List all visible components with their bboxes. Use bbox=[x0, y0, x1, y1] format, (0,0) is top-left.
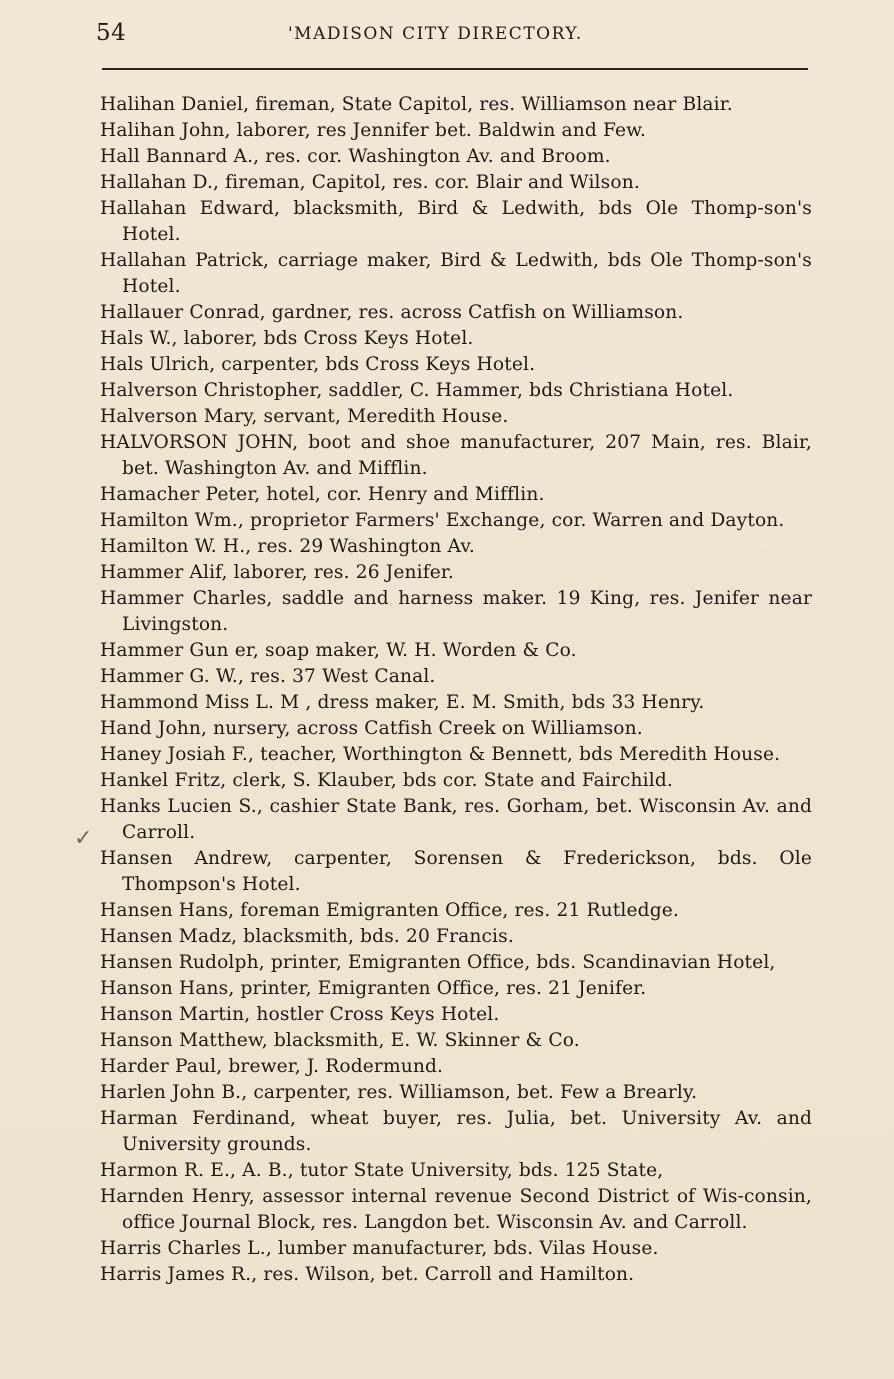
directory-entry: Harman Ferdinand, wheat buyer, res. Julia, bet. University Av. and University grounds. bbox=[100, 1108, 812, 1155]
directory-entry: Hals W., laborer, bds Cross Keys Hotel. bbox=[100, 328, 474, 349]
directory-entry: Harder Paul, brewer, J. Rodermund. bbox=[100, 1056, 444, 1077]
directory-entry: Hamacher Peter, hotel, cor. Henry and Mifflin. bbox=[100, 484, 545, 505]
directory-entry: Harris Charles L., lumber manufacturer, bds. Vilas House. bbox=[100, 1238, 659, 1259]
directory-entry: Hanks Lucien S., cashier State Bank, res. Gorham, bet. Wisconsin Av. and Carroll. bbox=[100, 796, 812, 843]
directory-entry: Hammer Alif, laborer, res. 26 Jenifer. bbox=[100, 562, 454, 583]
directory-entry: Harnden Henry, assessor internal revenue Second District of Wis-consin, office Journal Block, res. Langdon bet. Wisconsin Av. and Carroll. bbox=[100, 1186, 812, 1233]
directory-entry: Hansen Hans, foreman Emigranten Office, res. 21 Rutledge. bbox=[100, 900, 679, 921]
directory-entry: Hand John, nursery, across Catfish Creek on Williamson. bbox=[100, 718, 643, 739]
directory-entry: Hanson Matthew, blacksmith, E. W. Skinner & Co. bbox=[100, 1030, 580, 1051]
directory-entry: Hammer Gun er, soap maker, W. H. Worden & Co. bbox=[100, 640, 577, 661]
directory-entry: Hall Bannard A., res. cor. Washington Av. and Broom. bbox=[100, 146, 611, 167]
directory-entry: Hankel Fritz, clerk, S. Klauber, bds cor. State and Fairchild. bbox=[100, 770, 673, 791]
running-title: 'MADISON CITY DIRECTORY. bbox=[288, 24, 583, 44]
page-number: 54 bbox=[96, 20, 127, 46]
directory-entry: Hammer Charles, saddle and harness maker. 19 King, res. Jenifer near Livingston. bbox=[100, 588, 812, 635]
directory-entry: Hanson Martin, hostler Cross Keys Hotel. bbox=[100, 1004, 500, 1025]
header-rule bbox=[102, 68, 808, 70]
directory-entry: Hallahan Edward, blacksmith, Bird & Ledwith, bds Ole Thomp-son's Hotel. bbox=[100, 198, 812, 245]
directory-entry: Haney Josiah F., teacher, Worthington & Bennett, bds Meredith House. bbox=[100, 744, 781, 765]
directory-entries bbox=[100, 92, 812, 1288]
directory-entry: Hamilton Wm., proprietor Farmers' Exchange, cor. Warren and Dayton. bbox=[100, 510, 785, 531]
directory-entry: HALVORSON JOHN, boot and shoe manufacturer, 207 Main, res. Blair, bet. Washington Av. and Mifflin. bbox=[100, 432, 812, 479]
directory-entry: Harmon R. E., A. B., tutor State University, bds. 125 State, bbox=[100, 1160, 664, 1181]
directory-entry: Harlen John B., carpenter, res. Williamson, bet. Few a Brearly. bbox=[100, 1082, 698, 1103]
directory-entry: Halihan John, laborer, res Jennifer bet. Baldwin and Few. bbox=[100, 120, 647, 141]
directory-entry: Hals Ulrich, carpenter, bds Cross Keys Hotel. bbox=[100, 354, 536, 375]
directory-entry: Hansen Andrew, carpenter, Sorensen & Frederickson, bds. Ole Thompson's Hotel. bbox=[100, 848, 812, 895]
directory-entry: Hansen Rudolph, printer, Emigranten Office, bds. Scandinavian Hotel, bbox=[100, 952, 776, 973]
directory-entry: Halverson Christopher, saddler, C. Hammer, bds Christiana Hotel. bbox=[100, 380, 734, 401]
directory-entry: Hammer G. W., res. 37 West Canal. bbox=[100, 666, 436, 687]
directory-entry: Hammond Miss L. M , dress maker, E. M. Smith, bds 33 Henry. bbox=[100, 692, 705, 713]
directory-entry: Hallahan Patrick, carriage maker, Bird & Ledwith, bds Ole Thomp-son's Hotel. bbox=[100, 250, 812, 297]
margin-checkmark-icon: ✓ bbox=[74, 826, 93, 851]
directory-entry: Hamilton W. H., res. 29 Washington Av. bbox=[100, 536, 475, 557]
directory-entry: Harris James R., res. Wilson, bet. Carroll and Hamilton. bbox=[100, 1264, 635, 1285]
directory-entry: Hallauer Conrad, gardner, res. across Catfish on Williamson. bbox=[100, 302, 684, 323]
directory-entry: Halverson Mary, servant, Meredith House. bbox=[100, 406, 509, 427]
directory-entry: Hallahan D., fireman, Capitol, res. cor. Blair and Wilson. bbox=[100, 172, 640, 193]
page-header bbox=[96, 20, 808, 50]
directory-entry: Hansen Madz, blacksmith, bds. 20 Francis. bbox=[100, 926, 514, 947]
directory-entry: Halihan Daniel, fireman, State Capitol, res. Williamson near Blair. bbox=[100, 94, 733, 115]
directory-entry: Hanson Hans, printer, Emigranten Office, res. 21 Jenifer. bbox=[100, 978, 647, 999]
